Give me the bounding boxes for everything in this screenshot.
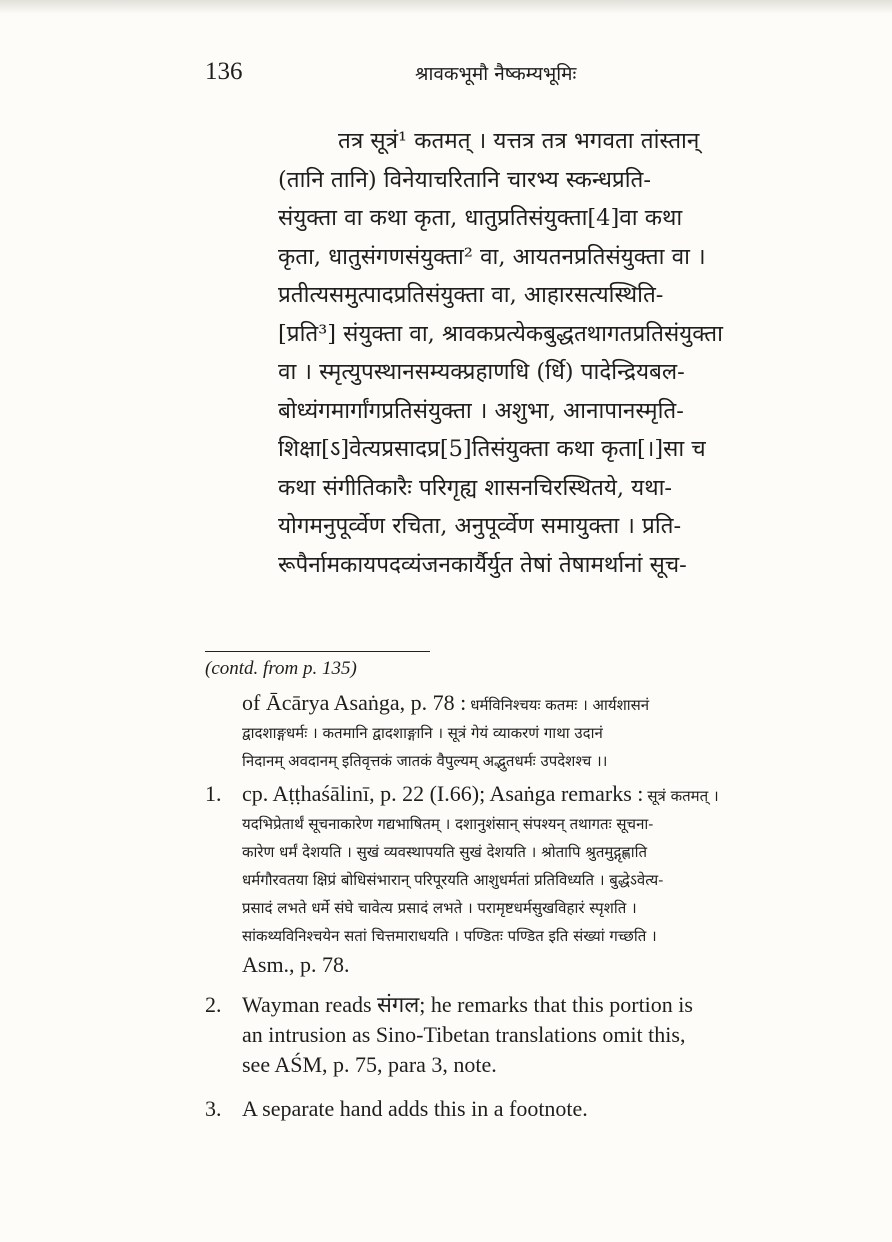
footnote-1 xyxy=(205,779,805,980)
continued-label: (contd. from p. 135) xyxy=(205,658,357,679)
main-text-line: बोध्यंगमार्गांगप्रतिसंयुक्ता । अशुभा, आनापानस्मृति- xyxy=(278,397,684,424)
continued-lead-devanagari: धर्मविनिश्चयः कतमः । आर्यशासनं xyxy=(470,696,650,714)
continued-lead: of Ācārya Asaṅga, p. 78 : xyxy=(242,690,467,715)
footnote-rule xyxy=(205,651,430,652)
main-text-line: रूपैर्नामकायपदव्यंजनकार्यैर्युत तेषां तेषामर्थानां सूच- xyxy=(278,551,687,578)
footnotes xyxy=(205,658,805,1124)
footnote-lead: cp. Aṭṭhaśālinī, p. 22 (I.66); Asaṅga remarks : xyxy=(242,781,644,806)
page-number: 136 xyxy=(205,58,243,85)
main-text-line: [प्रति³] संयुक्ता वा, श्रावकप्रत्येकबुद्धतथागतप्रतिसंयुक्ता xyxy=(278,320,723,347)
main-text-line: प्रतीत्यसमुत्पादप्रतिसंयुक्ता वा, आहारसत्यस्थिति- xyxy=(278,282,664,308)
running-head: श्रावकभूमौ नैष्कम्यभूमिः xyxy=(415,63,577,85)
main-text-line: तत्र सूत्रं¹ कतमत् । यत्तत्र तत्र भगवता तांस्तान् xyxy=(338,128,700,154)
footnote-line: an intrusion as Sino-Tibetan translations omit this, xyxy=(242,1022,686,1047)
footnote-number: 1. xyxy=(205,781,222,806)
footnote-number: 2. xyxy=(205,992,222,1017)
main-text-line: शिक्षा[ऽ]वेत्यप्रसादप्र[5]तिसंयुक्ता कथा कृता[।]सा च xyxy=(278,436,706,462)
main-text-line: कथा संगीतिकारैः परिगृह्य शासनचिरस्थितये, यथा- xyxy=(278,474,673,501)
main-text xyxy=(278,122,798,584)
footnote-2 xyxy=(205,990,805,1080)
main-text-line: (तानि तानि) विनेयाचरितानि चारभ्य स्कन्धप्रति- xyxy=(278,166,651,193)
main-text-line: वा । स्मृत्युपस्थानसम्यक्प्रहाणधि (र्धि) पादेन्द्रियबल- xyxy=(278,359,685,385)
footnote-line: see AŚM, p. 75, para 3, note. xyxy=(242,1052,497,1077)
footnote-number: 3. xyxy=(205,1096,222,1121)
footnote-line: सांकथ्यविनिश्चयेन सतां चित्तमाराधयति । पण्डितः पण्डित इति संख्यां गच्छति । xyxy=(242,927,657,945)
footnote-3 xyxy=(205,1094,805,1124)
main-text-line: कृता, धातुसंगणसंयुक्ता² वा, आयतनप्रतिसंयुक्ता वा । xyxy=(278,243,706,270)
footnote-line: यदभिप्रेतार्थं सूचनाकारेण गद्यभाषितम् । दशानुशंसान् संपश्यन् तथागतः सूचना- xyxy=(242,815,654,833)
page-top-edge xyxy=(0,0,892,14)
main-text-line: योगमनुपूर्व्वेण रचिता, अनुपूर्व्वेण समायुक्ता । प्रति- xyxy=(278,513,682,539)
continued-footnote xyxy=(205,688,805,775)
continued-line: निदानम् अवदानम् इतिवृत्तकं जातकं वैपुल्यम् अद्भुतधर्मः उपदेशश्च ।। xyxy=(242,752,608,770)
footnote-line: A separate hand adds this in a footnote. xyxy=(242,1096,588,1121)
page-header xyxy=(0,58,892,98)
main-text-line: संयुक्ता वा कथा कृता, धातुप्रतिसंयुक्ता[4]वा कथा xyxy=(278,205,683,231)
footnote-line: कारेण धर्मं देशयति । सुखं व्यवस्थापयति सुखं देशयति । श्रोतापि श्रुतमुद्गृह्णाति xyxy=(242,843,648,861)
footnote-lead-devanagari: सूत्रं कतमत् । xyxy=(647,787,719,805)
continued-line: द्वादशाङ्गधर्मः । कतमानि द्वादशाङ्गानि । सूत्रं गेयं व्याकरणं गाथा उदानं xyxy=(242,724,603,742)
footnote-tail: Asm., p. 78. xyxy=(242,952,350,977)
footnote-line: प्रसादं लभते धर्मे संघे चावेत्य प्रसादं लभते । परामृष्टधर्मसुखविहारं स्पृशति । xyxy=(242,899,637,917)
footnote-line: धर्मगौरवतया क्षिप्रं बोधिसंभारान् परिपूरयति आशुधर्मतां प्रतिविध्यति । बुद्धेऽवेत्य- xyxy=(242,871,664,889)
footnote-line: Wayman reads संगल; he remarks that this portion is xyxy=(242,992,693,1017)
